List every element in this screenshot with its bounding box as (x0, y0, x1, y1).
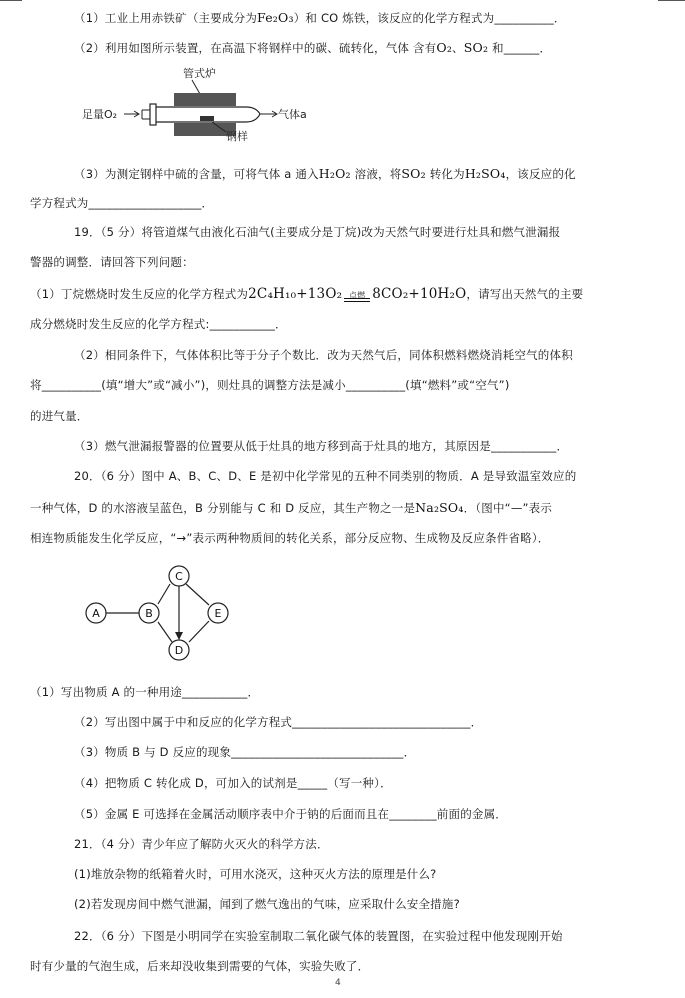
formula-so2: SO₂ (463, 40, 489, 55)
steel-sample-label: 钢样 (226, 130, 248, 143)
q19-stem-cont: 警器的调整．请回答下列问题： (30, 255, 194, 269)
q18-part2: （2）利用如图所示装置，在高温下将钢样中的碳、硫转化，气体 含有O₂、SO₂ 和______． (74, 40, 552, 55)
q18-part1: （1）工业上用赤铁矿（主要成分为Fe₂O₃）和 CO 炼铁，该反应的化学方程式为__________． (74, 10, 566, 25)
q19-part1-cont: 成分燃烧时发生反应的化学方程式:___________． (30, 317, 287, 331)
q19-part3: （3）燃气泄漏报警器的位置要从低于灶具的地方移到高于灶具的地方，其原因是___________． (74, 439, 569, 453)
node-c-label: C (175, 570, 183, 583)
gas-a-outlet-label: 气体a (278, 108, 307, 121)
butane-rhs: 8CO₂+10H₂O (372, 286, 467, 302)
q20-part3: （3）物质 B 与 D 反应的现象_____________________________． (74, 745, 416, 759)
formula-h2so4: H₂SO₄ (464, 166, 506, 181)
q20-part1: （1）写出物质 A 的一种用途___________． (30, 685, 260, 699)
q18-part3-cont: 学方程式为___________________． (30, 196, 214, 210)
q20-part4: （4）把物质 C 转化成 D，可加入的试剂是_____（写一种）． (74, 776, 392, 790)
butane-lhs: 2C₄H₁₀+13O₂ (248, 286, 343, 302)
formula-fe2o3: Fe₂O₃ (257, 10, 294, 25)
corner-mark-left (0, 0, 22, 1)
q20-stem: 20．（6 分）图中 A、B、C、D、E 是初中化学常见的五种不同类别的物质．A 是导致温室效应的 (74, 469, 577, 483)
q22-stem-cont: 时有少量的气泡生成，后来却没收集到需要的气体，实验失败了． (30, 959, 370, 973)
q19-part2: （2）相同条件下，气体体积比等于分子个数比．改为天然气后，同体积燃料燃烧消耗空气的体积 (74, 348, 573, 362)
q18-part3: （3）为测定钢样中硫的含量，可将气体 a 通入H₂O₂ 溶液，将SO₂ 转化为H₂SO₄，该反应的化 (74, 166, 576, 181)
corner-mark-right (658, 0, 685, 1)
reaction-condition: 点燃 (344, 292, 370, 302)
q21-part1: (1)堆放杂物的纸箱着火时，可用水浇灭，这种灭火方法的原理是什么? (74, 867, 437, 881)
q22-stem: 22．（6 分）下图是小明同学在实验室制取二氧化碳气体的装置图，在实验过程中他发现刚开始 (74, 929, 563, 943)
page-number: 4 (335, 978, 341, 988)
tube-furnace-diagram (80, 66, 340, 144)
substance-relation-diagram (78, 558, 238, 668)
q19-part1: （1）丁烷燃烧时发生反应的化学方程式为2C₄H₁₀+13O₂ 点燃 8CO₂+10H₂O，请写出天然气的主要 (30, 286, 584, 302)
q19-part2-cont: 将__________(填“增大”或“减小”)，则灶具的调整方法是减小__________(填“燃料”或“空气”) (30, 378, 510, 392)
formula-h2o2: H₂O₂ (318, 166, 351, 181)
q19-stem: 19．（5 分）将管道煤气由液化石油气(主要成分是丁烷)改为天然气时要进行灶具和燃气泄漏报 (74, 225, 561, 239)
q21-part2: (2)若发现房间中燃气泄漏，闻到了燃气逸出的气味，应采取什么安全措施? (74, 897, 460, 911)
q20-part5: （5）金属 E 可选择在金属活动顺序表中介于钠的后面而且在________前面的金属． (74, 807, 507, 821)
node-a-label: A (92, 607, 100, 620)
formula-na2so4: Na₂SO₄ (415, 500, 464, 515)
q19-part2-end: 的进气量． (30, 409, 89, 423)
node-b-label: B (145, 607, 153, 620)
tube-stopper (150, 104, 156, 125)
formula-so2-b: SO₂ (401, 166, 426, 181)
node-d-label: D (174, 644, 184, 657)
q21-stem: 21．（4 分）青少年应了解防火灭火的科学方法． (74, 837, 329, 851)
furnace-label: 管式炉 (183, 67, 216, 80)
q20-stem-cont: 一种气体，D 的水溶液呈蓝色，B 分别能与 C 和 D 反应，其生产物之一是Na₂SO₄．（图中“—”表示 (30, 500, 553, 515)
q20-stem-end: 相连物质能发生化学反应，“→”表示两种物质间的转化关系，部分反应物、生成物及反应条件省略）． (30, 531, 550, 545)
node-e-label: E (214, 607, 222, 620)
formula-o2: O₂ (436, 40, 453, 55)
steel-sample (200, 116, 214, 121)
q20-part2: （2）写出图中属于中和反应的化学方程式______________________________． (74, 715, 483, 729)
oxygen-inlet-label: 足量O₂ (82, 108, 118, 121)
furnace-top-block (174, 93, 236, 106)
